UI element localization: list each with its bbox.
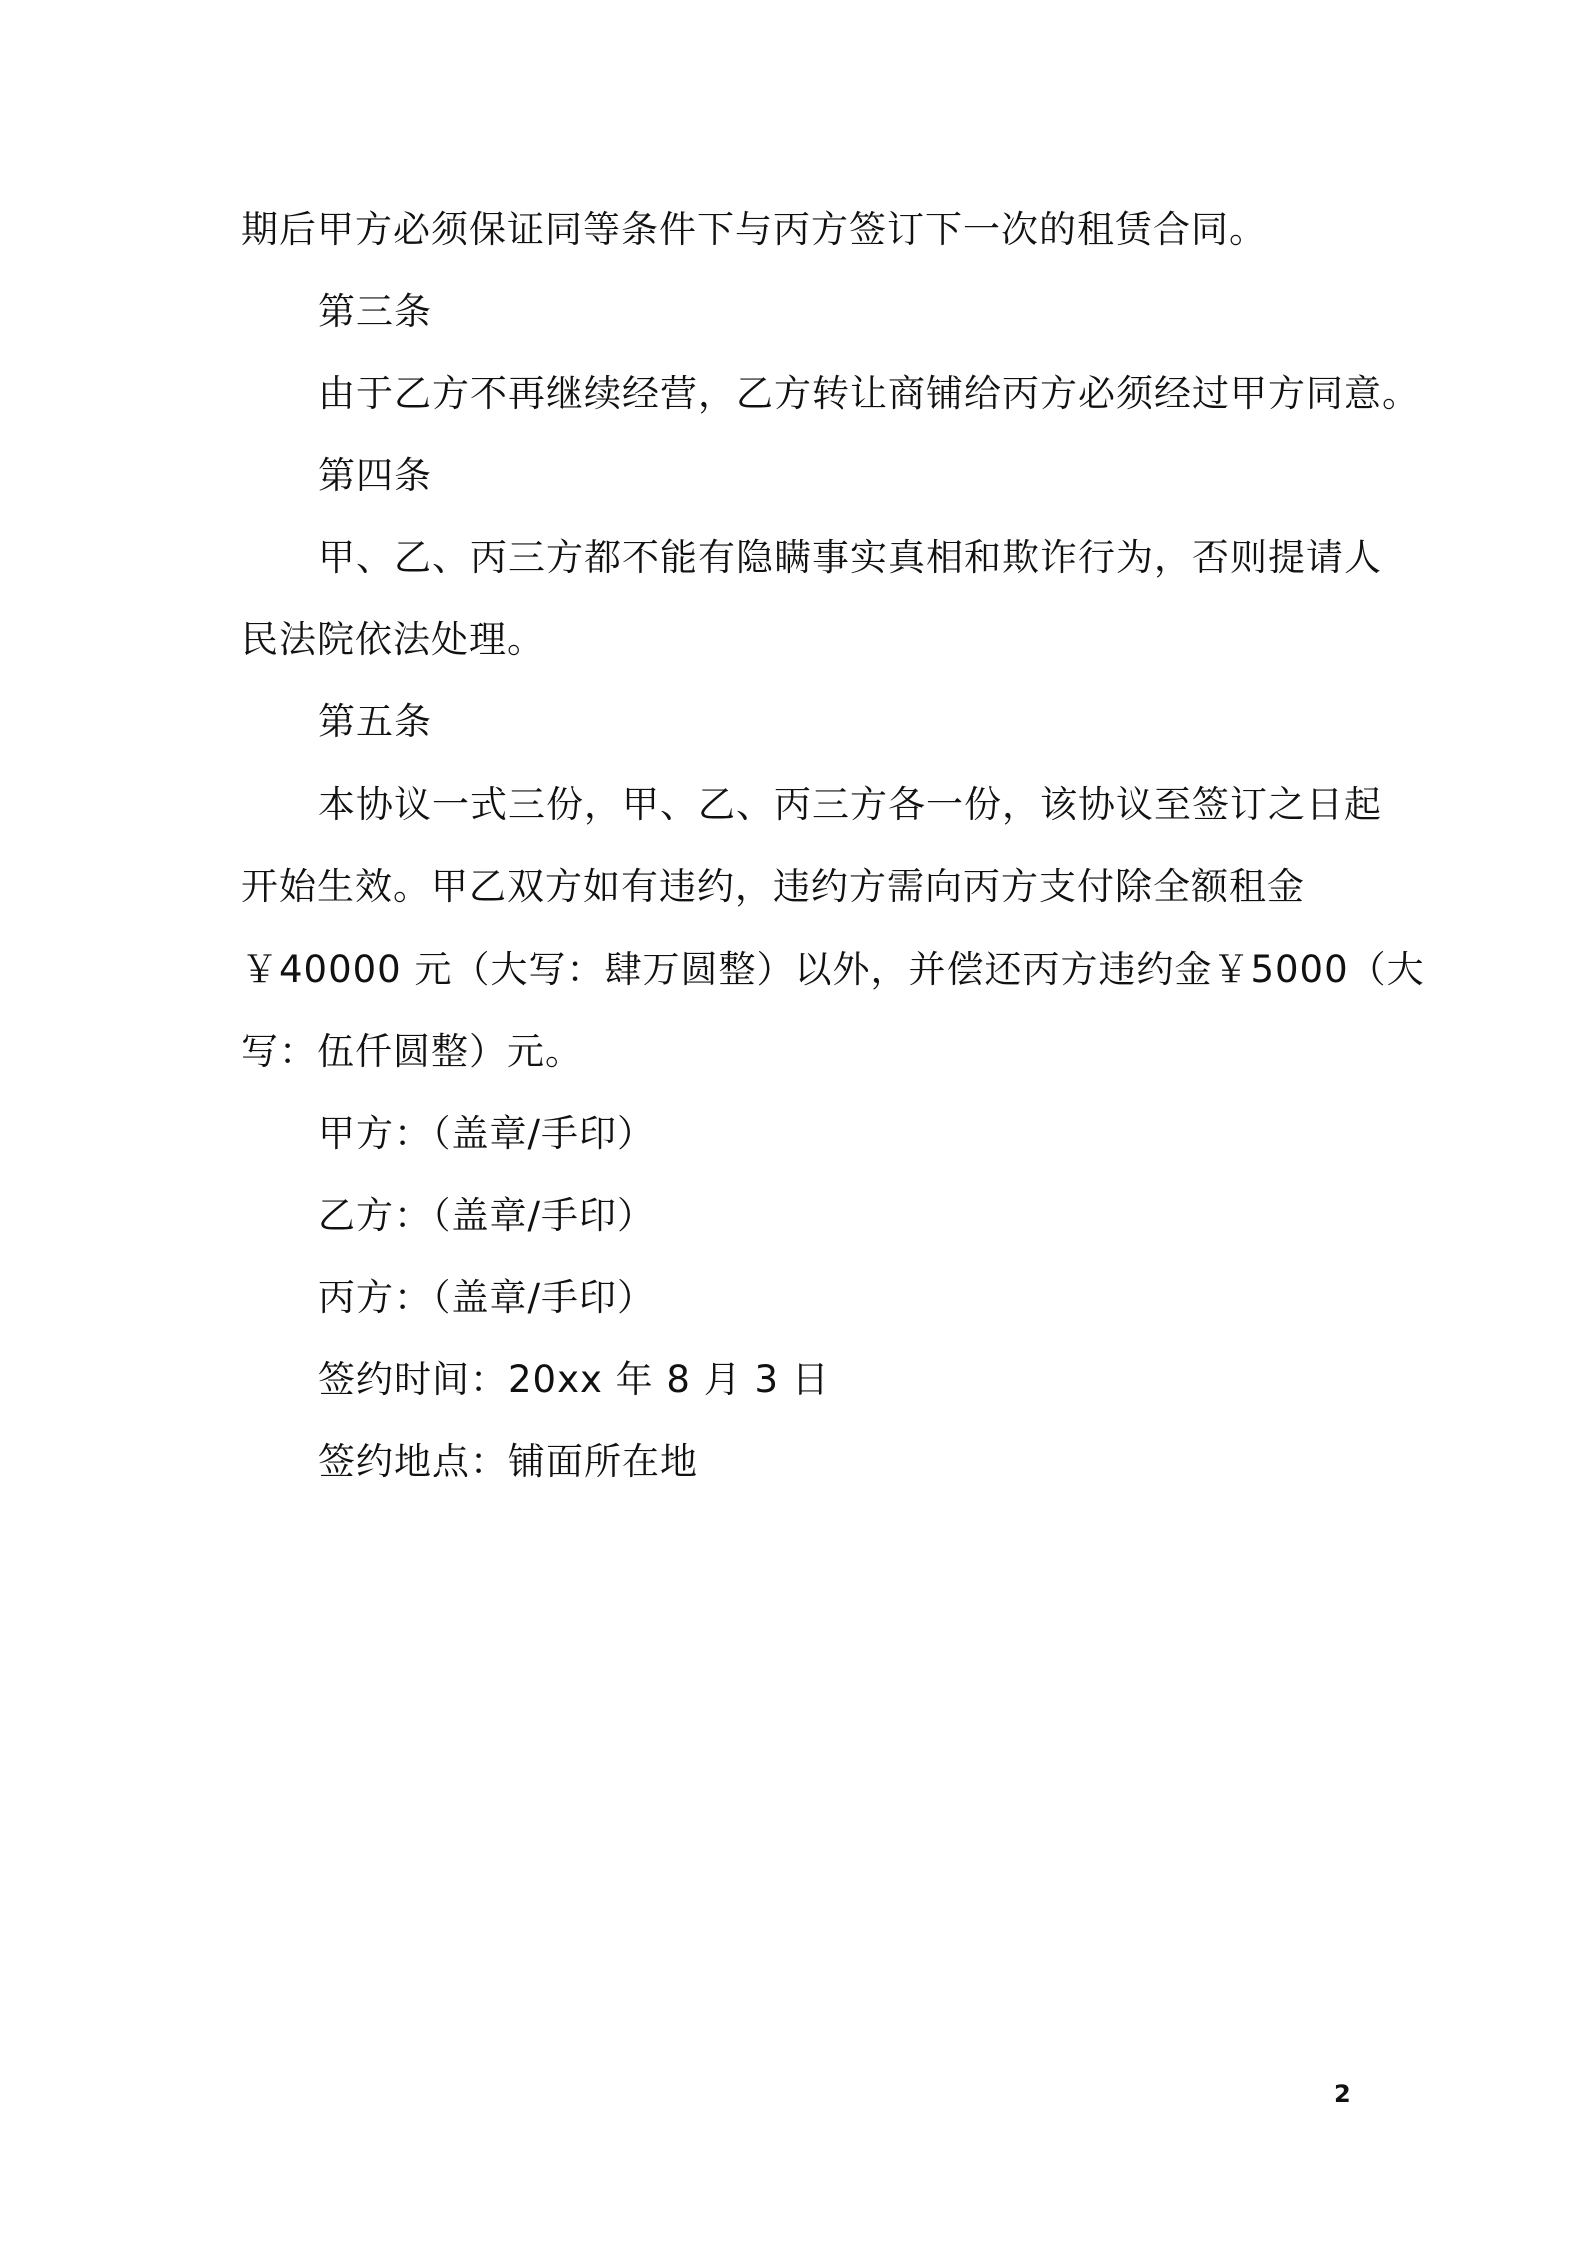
party-c-signature: 丙方：（盖章/手印） <box>318 1276 655 1319</box>
party-b-signature: 乙方：（盖章/手印） <box>318 1194 655 1237</box>
article-5-text-line: 开始生效。甲乙双方如有违约，违约方需向丙方支付除全额租金 <box>241 865 1305 908</box>
article-5-text-line: 写：伍仟圆整）元。 <box>241 1030 583 1073</box>
party-a-signature: 甲方：（盖章/手印） <box>318 1112 655 1155</box>
article-4-text-line: 甲、乙、丙三方都不能有隐瞒事实真相和欺诈行为，否则提请人 <box>318 536 1382 579</box>
article-3-heading: 第三条 <box>318 290 432 333</box>
page-number: 2 <box>1334 2080 1351 2108</box>
continuation-paragraph-line: 期后甲方必须保证同等条件下与丙方签订下一次的租赁合同。 <box>241 208 1267 251</box>
article-3-text-line: 由于乙方不再继续经营，乙方转让商铺给丙方必须经过甲方同意。 <box>318 372 1420 415</box>
article-5-heading: 第五条 <box>318 700 432 743</box>
article-4-text-line: 民法院依法处理。 <box>241 618 545 661</box>
signing-date: 签约时间：20xx 年 8 月 3 日 <box>318 1358 830 1401</box>
article-5-text-line: 本协议一式三份，甲、乙、丙三方各一份，该协议至签订之日起 <box>318 783 1382 826</box>
article-4-heading: 第四条 <box>318 454 432 497</box>
article-5-text-line: ￥40000 元（大写：肆万圆整）以外，并偿还丙方违约金￥5000（大 <box>241 948 1425 991</box>
signing-place: 签约地点：铺面所在地 <box>318 1440 698 1483</box>
